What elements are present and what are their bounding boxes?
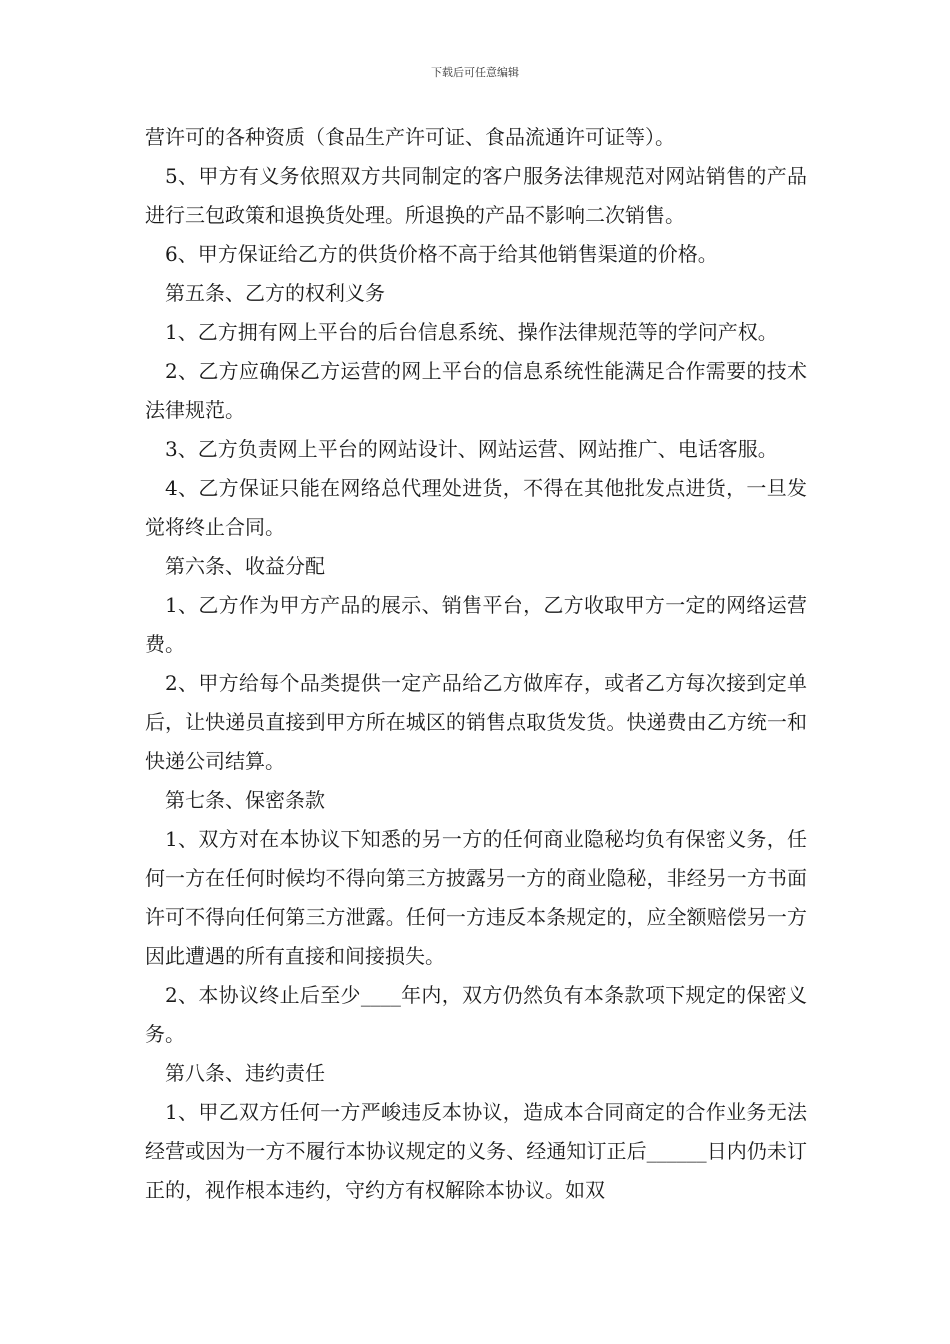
- paragraph: 1、乙方作为甲方产品的展示、销售平台，乙方收取甲方一定的网络运营费。: [145, 593, 807, 656]
- paragraph: 5、甲方有义务依照双方共同制定的客户服务法律规范对网站销售的产品进行三包政策和退换货处理。所退换的产品不影响二次销售。: [145, 164, 807, 227]
- paragraph: 营许可的各种资质（食品生产许可证、食品流通许可证等）。: [145, 125, 675, 149]
- paragraph: 2、甲方给每个品类提供一定产品给乙方做库存，或者乙方每次接到定单后，让快递员直接到甲方所在城区的销售点取货发货。快递费由乙方统一和快递公司结算。: [145, 671, 807, 773]
- section-heading: 第五条、乙方的权利义务: [165, 281, 385, 305]
- paragraph: 2、本协议终止后至少____年内，双方仍然负有本条款项下规定的保密义务。: [145, 983, 807, 1046]
- paragraph: 1、甲乙双方任何一方严峻违反本协议，造成本合同商定的合作业务无法经营或因为一方不履行本协议规定的义务、经通知订正后______日内仍未订正的，视作根本违约，守约方有权解除本协议。如双: [145, 1100, 807, 1202]
- paragraph: 1、双方对在本协议下知悉的另一方的任何商业隐秘均负有保密义务，任何一方在任何时候均不得向第三方披露另一方的商业隐秘，非经另一方书面许可不得向任何第三方泄露。任何一方违反本条规定的，应全额赔偿另一方因此遭遇的所有直接和间接损失。: [145, 827, 807, 968]
- paragraph: 2、乙方应确保乙方运营的网上平台的信息系统性能满足合作需要的技术法律规范。: [145, 359, 807, 422]
- section-heading: 第八条、违约责任: [165, 1061, 325, 1085]
- section-heading: 第六条、收益分配: [165, 554, 325, 578]
- paragraph: 1、乙方拥有网上平台的后台信息系统、操作法律规范等的学问产权。: [165, 320, 778, 344]
- page-header: 下载后可任意编辑: [431, 66, 519, 79]
- paragraph: 6、甲方保证给乙方的供货价格不高于给其他销售渠道的价格。: [165, 242, 718, 266]
- paragraph: 3、乙方负责网上平台的网站设计、网站运营、网站推广、电话客服。: [165, 437, 778, 461]
- document-body: [145, 118, 807, 1210]
- paragraph: 4、乙方保证只能在网络总代理处进货，不得在其他批发点进货，一旦发觉将终止合同。: [145, 476, 807, 539]
- section-heading: 第七条、保密条款: [165, 788, 325, 812]
